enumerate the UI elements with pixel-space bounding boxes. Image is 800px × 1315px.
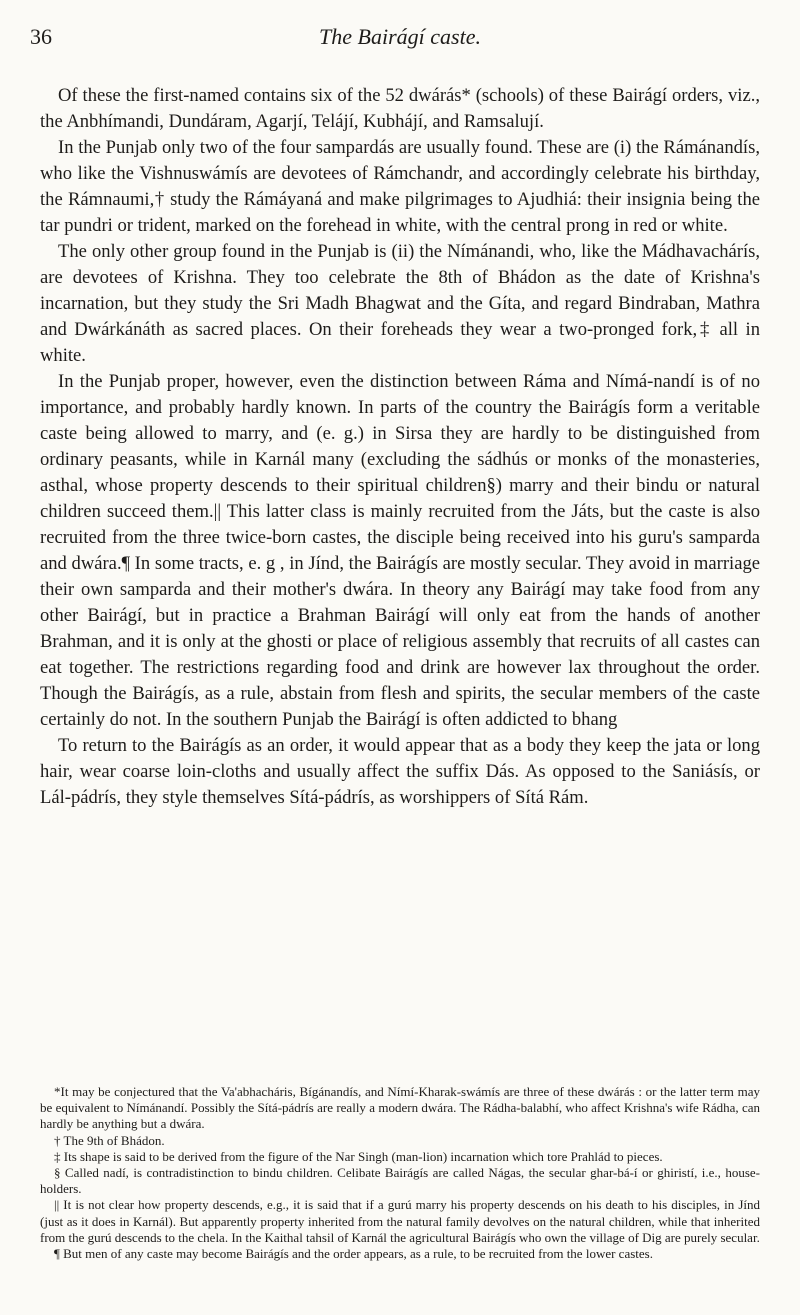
paragraph: To return to the Bairágís as an order, it would appear that as a body they keep the jata or long hair, wear coarse loin-cloths and usually affect the suffix Dás. As opposed to the Saniásís, or Lál-pádrís, they style themselves Sítá-pádrís, as worshippers of Sítá Rám. <box>40 735 760 808</box>
footnote: ‡ Its shape is said to be derived from the figure of the Nar Singh (man-lion) incarnation which tore Prahlád to pieces. <box>54 1148 663 1164</box>
paragraph: Of these the first-named contains six of the 52 dwárás* (schools) of these Bairágí orders, viz., the Anbhímandi, Dundáram, Agarjí, Telájí, Kubhájí, and Ramsalují. <box>40 85 760 132</box>
footnote: § Called nadí, is contradistinction to bindu children. Celibate Bairágís are called Nágas, the secular ghar-bá-í or ghiristí, i.e., house-holders. <box>40 1165 760 1197</box>
footnote: † The 9th of Bhádon. <box>54 1132 165 1148</box>
page-number: 36 <box>30 24 52 49</box>
paragraph: The only other group found in the Punjab is (ii) the Nímánandi, who, like the Mádhavachárís, are devotees of Krishna. They too celebrate the 8th of Bhádon as the date of Krishna's incarnation, but they study the Sri Madh Bhagwat and the Gíta, and regard Bindraban, Mathra and Dwárkánáth as sacred places. On their foreheads they wear a two-pronged fork,‡ all in white. <box>40 241 760 366</box>
footnotes <box>40 1084 760 1262</box>
running-title: The Bairágí caste. <box>319 24 481 49</box>
page-header <box>0 20 800 60</box>
paragraph: In the Punjab only two of the four sampardás are usually found. These are (i) the Rámánandís, who like the Vishnuswámís are devotees of Rámchandr, and accordingly celebrate his birthday, the Rámnaumi,† study the Rámáyaná and make pilgrimages to Ajudhiá: their insignia being the tar pundri or trident, marked on the forehead in white, with the central prong in red or white. <box>40 137 760 236</box>
footnote: *It may be conjectured that the Va'abhacháris, Bígánandís, and Nímí-Kharak-swámís are three of these dwárás : or the latter term may be equivalent to Nímánandí. Possibly the Sítá-pádrís are really a modern dwára. The Rádha-balabhí, who affect Krishna's wife Rádha, can hardly be anything but a dwára. <box>40 1084 760 1132</box>
body-text <box>40 83 760 811</box>
footnote: || It is not clear how property descends, e.g., it is said that if a gurú marry his property descends on his death to his disciples, in Jínd (just as it does in Karnál). But apparently property inherited from the natural family devolves on the natural children, while that inherited from the gurú descends to the chela. In the Kaithal tahsil of Karnál the agricultural Bairágís who own the village of Dig are purely secular. <box>40 1197 760 1245</box>
footnote: ¶ But men of any caste may become Bairágís and the order appears, as a rule, to be recruited from the lower castes. <box>54 1246 653 1262</box>
paragraph: In the Punjab proper, however, even the distinction between Ráma and Nímá-nandí is of no importance, and probably hardly known. In parts of the country the Bairágís form a veritable caste being allowed to marry, and (e. g.) in Sirsa they are hardly to be distinguished from ordinary peasants, while in Karnál many (excluding the sádhús or monks of the monasteries, asthal, whose property descends to their spiritual children§) marry and their bindu or natural children succeed them.|| This latter class is mainly recruited from the Játs, but the caste is also recruited from the three twice-born castes, the disciple being received into his guru's samparda and dwára.¶ In some tracts, e. g , in Jínd, the Bairágís are mostly secular. They avoid in marriage their own samparda and their mother's dwára. In theory any Bairágí may take food from any other Bairágí, but in practice a Brahman Bairágí will only eat from the hands of another Brahman, and it is only at the ghosti or place of religious assembly that recruits of all castes can eat together. The restrictions regarding food and drink are however lax throughout the order. Though the Bairágís, as a rule, abstain from flesh and spirits, the secular members of the caste certainly do not. In the southern Punjab the Bairágí is often addicted to bhang <box>40 371 760 730</box>
